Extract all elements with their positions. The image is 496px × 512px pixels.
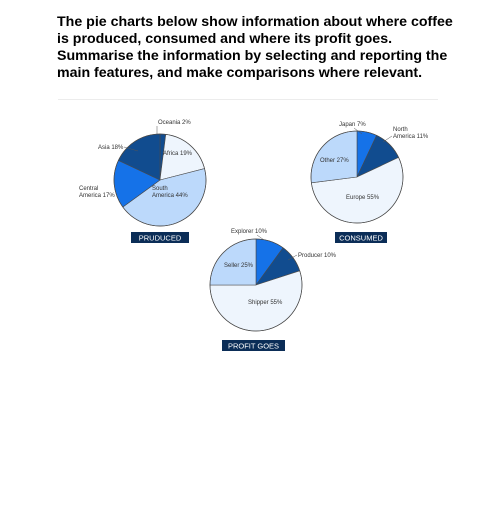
- prompt-line-1: The pie charts below show information about where coffee: [57, 14, 453, 30]
- slice-label-shipper-55: Shipper 55%: [248, 300, 283, 306]
- pie-chart-profit-goes: [210, 229, 337, 351]
- slice-label-japan-7: Japan 7%: [339, 122, 366, 128]
- slice-label-oceania-2: Oceania 2%: [158, 120, 191, 126]
- slice-label-south-america-44: South America 44%: [152, 186, 188, 199]
- chart-caption-pruduced: PRUDUCED: [138, 233, 182, 243]
- slice-other-27: [311, 131, 357, 183]
- prompt-line-2: is produced, consumed and where its profit goes.: [57, 31, 393, 47]
- slice-label-seller-25: Seller 25%: [224, 263, 254, 269]
- slice-label-central-america-17: Central America 17%: [79, 186, 115, 199]
- slice-label-explorer-10: Explorer 10%: [231, 229, 268, 235]
- chart-caption-consumed: CONSUMED: [339, 233, 383, 243]
- slice-label-other-27: Other 27%: [320, 158, 349, 164]
- slice-seller-25: [210, 239, 256, 285]
- prompt-line-4: main features, and make comparisons where relevant.: [57, 65, 423, 81]
- leader-line-north-america-11: [383, 136, 392, 142]
- slice-label-north-america-11: North America 11%: [393, 127, 429, 140]
- slice-label-producer-10: Producer 10%: [298, 253, 337, 259]
- prompt-line-3: Summarise the information by selecting and reporting the: [57, 48, 448, 64]
- slice-label-europe-55: Europe 55%: [346, 195, 380, 201]
- slice-label-africa-19: Africa 19%: [163, 151, 193, 157]
- slice-label-asia-18: Asia 18%: [98, 145, 124, 151]
- pie-chart-pruduced: [79, 120, 206, 243]
- chart-caption-profit-goes: PROFIT GOES: [227, 341, 280, 351]
- pie-chart-consumed: [311, 122, 429, 243]
